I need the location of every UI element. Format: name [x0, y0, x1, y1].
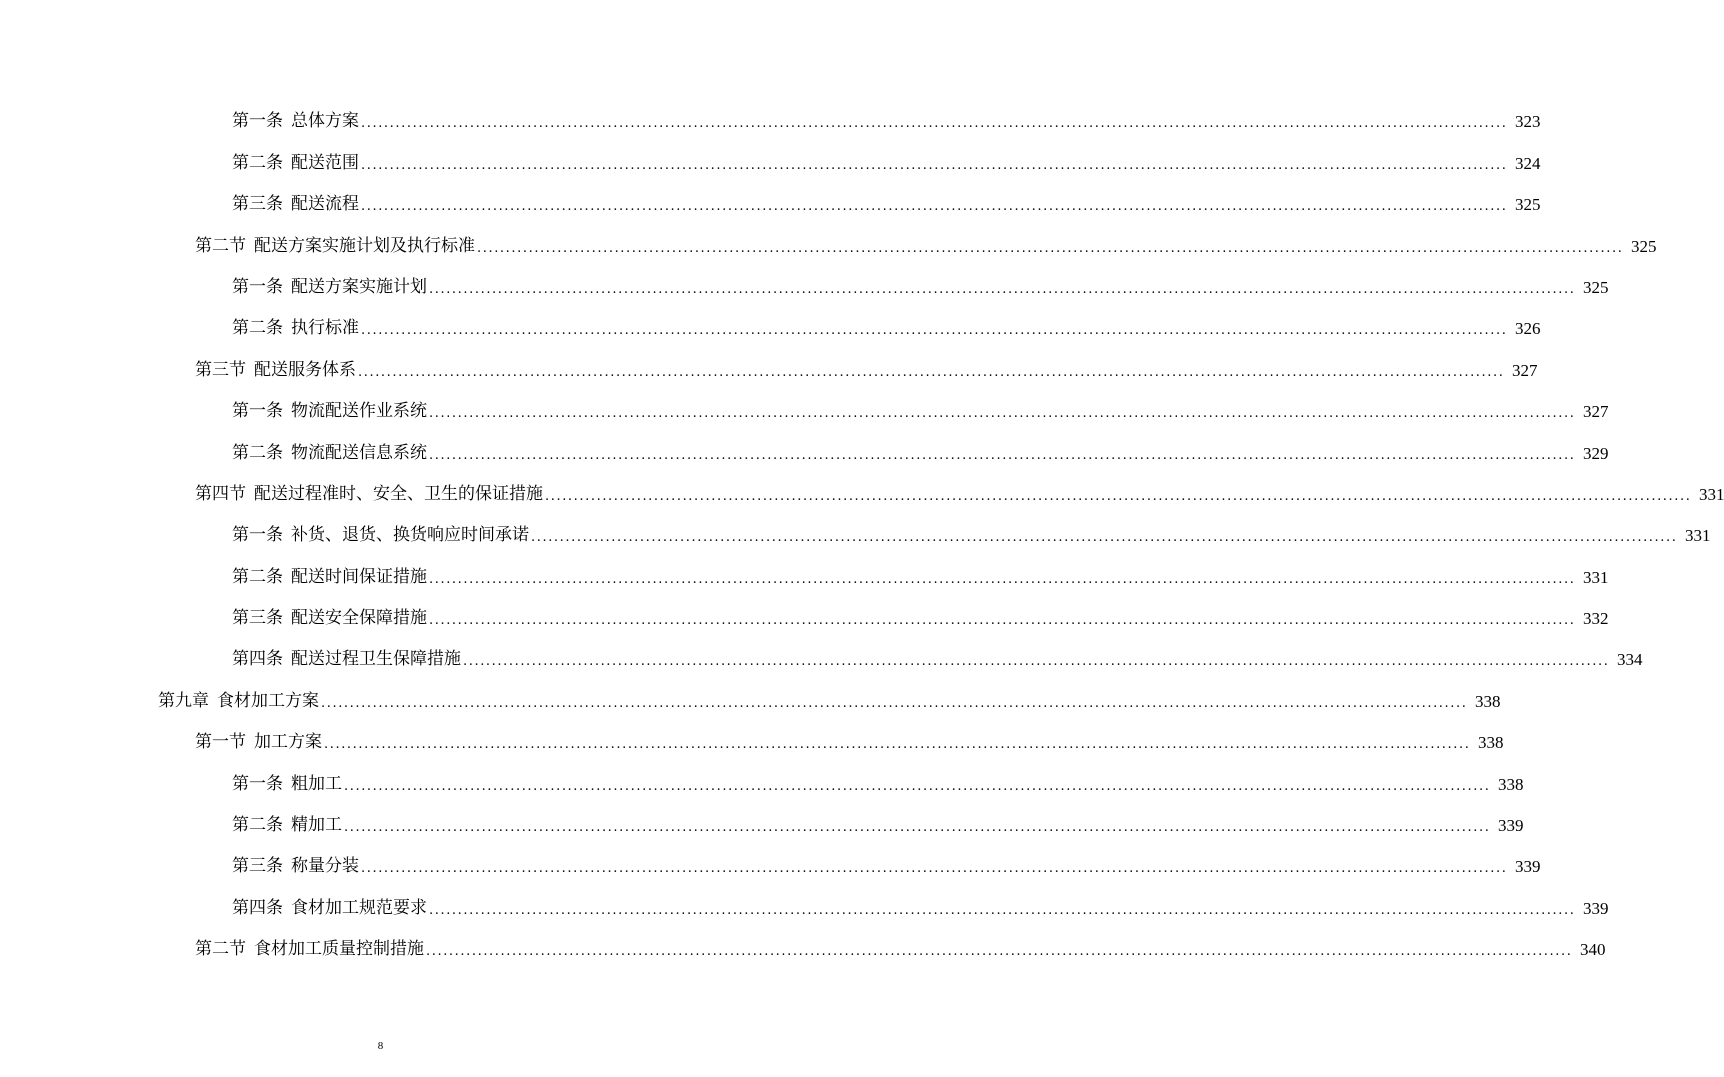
toc-entry[interactable] — [0, 426, 1609, 467]
toc-entry-title — [195, 235, 475, 256]
toc-entry-text: 配送时间保证措施 — [291, 566, 427, 587]
toc-entry-page: 338 — [1497, 774, 1524, 794]
toc-entry-label: 第九章 — [158, 690, 209, 711]
toc-dot-leader: ........................................................................................................................................................................................................ — [361, 116, 1508, 132]
toc-dot-leader: ........................................................................................................................................................................................................ — [429, 571, 1576, 587]
toc-entry-title — [232, 651, 461, 668]
toc-entry-title — [232, 858, 359, 875]
toc-entry-title — [232, 773, 342, 794]
toc-entry-page: 340 — [1579, 940, 1606, 960]
toc-dot-leader: ........................................................................................................................................................................................................ — [545, 488, 1692, 504]
toc-entry[interactable] — [0, 840, 1541, 881]
toc-entry-title — [232, 276, 427, 297]
toc-entry-text: 加工方案 — [254, 732, 322, 753]
toc-entry[interactable] — [0, 343, 1538, 384]
toc-entry-label: 第一节 — [195, 732, 246, 753]
toc-entry-page: 325 — [1630, 236, 1657, 256]
toc-dot-leader: ........................................................................................................................................................................................................ — [321, 695, 1468, 711]
toc-entry-label: 第四条 — [232, 897, 283, 918]
toc-entry-text: 精加工 — [291, 815, 342, 836]
toc-entry-page: 327 — [1582, 402, 1609, 422]
toc-entry[interactable] — [0, 881, 1609, 922]
toc-entry-page: 324 — [1514, 153, 1541, 173]
toc-entry-title — [195, 734, 322, 751]
toc-entry-title — [195, 941, 424, 958]
toc-entry[interactable] — [0, 136, 1541, 177]
toc-entry-title — [232, 113, 359, 130]
toc-entry-label: 第一条 — [232, 276, 283, 297]
toc-dot-leader: ........................................................................................................................................................................................................ — [463, 654, 1610, 670]
toc-entry-label: 第四节 — [195, 483, 246, 504]
toc-entry-text: 配送过程准时、安全、卫生的保证措施 — [254, 483, 543, 504]
toc-entry-title — [232, 566, 427, 587]
toc-entry-label: 第三条 — [232, 194, 283, 215]
toc-entry-text: 称量分装 — [291, 856, 359, 877]
toc-entry-page: 327 — [1511, 360, 1538, 380]
toc-entry-text: 补货、退货、换货响应时间承诺 — [291, 525, 529, 546]
toc-dot-leader: ........................................................................................................................................................................................................ — [426, 944, 1573, 960]
toc-entry-text: 粗加工 — [291, 773, 342, 794]
toc-entry-title — [195, 359, 356, 380]
toc-entry-label: 第一条 — [232, 111, 283, 132]
page-number: 8 — [377, 1040, 384, 1052]
toc-entry-label: 第二条 — [232, 442, 283, 463]
toc-entry-page: 326 — [1514, 319, 1541, 339]
toc-entry-title — [232, 610, 427, 627]
toc-entry[interactable] — [0, 385, 1609, 426]
toc-entry-text: 配送安全保障措施 — [291, 608, 427, 629]
toc-dot-leader: ........................................................................................................................................................................................................ — [344, 820, 1491, 836]
toc-entry[interactable] — [0, 674, 1501, 715]
toc-entry-page: 325 — [1582, 277, 1609, 297]
toc-entry-title — [232, 403, 427, 420]
toc-dot-leader: ........................................................................................................................................................................................................ — [429, 613, 1576, 629]
toc-entry[interactable] — [0, 799, 1524, 840]
toc-entry-label: 第二条 — [232, 318, 283, 339]
toc-entry-title — [195, 483, 543, 504]
toc-entry-label: 第三条 — [232, 856, 283, 877]
toc-entry-page: 332 — [1582, 609, 1609, 629]
toc-entry-text: 配送过程卫生保障措施 — [291, 649, 461, 670]
toc-entry-text: 配送范围 — [291, 152, 359, 173]
toc-entry-page: 339 — [1497, 816, 1524, 836]
toc-entry[interactable] — [0, 261, 1609, 302]
toc-entry-page: 338 — [1474, 691, 1501, 711]
toc-entry-label: 第一条 — [232, 773, 283, 794]
toc-entry-text: 食材加工规范要求 — [291, 897, 427, 918]
toc-entry[interactable] — [0, 757, 1524, 798]
toc-entry-text: 配送方案实施计划及执行标准 — [254, 235, 475, 256]
toc-entry-title — [232, 442, 427, 463]
toc-entry-text: 食材加工方案 — [217, 690, 319, 711]
toc-entry[interactable] — [0, 592, 1609, 633]
toc-entry-title — [158, 690, 319, 711]
toc-entry-label: 第三节 — [195, 359, 246, 380]
toc-entry-title — [232, 527, 529, 544]
toc-entry-text: 总体方案 — [291, 111, 359, 132]
toc-entry-page: 338 — [1477, 733, 1504, 753]
table-of-contents — [0, 95, 1724, 964]
toc-dot-leader: ........................................................................................................................................................................................................ — [477, 240, 1624, 256]
toc-entry-text: 食材加工质量控制措施 — [254, 939, 424, 960]
toc-dot-leader: ........................................................................................................................................................................................................ — [361, 861, 1508, 877]
toc-entry-title — [232, 196, 359, 213]
toc-entry-text: 执行标准 — [291, 318, 359, 339]
toc-entry-page: 334 — [1616, 650, 1643, 670]
toc-dot-leader: ........................................................................................................................................................................................................ — [358, 364, 1505, 380]
toc-entry[interactable] — [0, 550, 1609, 591]
toc-entry-label: 第二节 — [195, 939, 246, 960]
toc-entry-text: 物流配送信息系统 — [291, 442, 427, 463]
toc-entry-label: 第一条 — [232, 525, 283, 546]
toc-entry-page: 323 — [1514, 112, 1541, 132]
toc-entry[interactable] — [0, 468, 1724, 509]
toc-entry-page: 329 — [1582, 443, 1609, 463]
toc-entry-label: 第一条 — [232, 401, 283, 422]
toc-entry-page: 339 — [1514, 857, 1541, 877]
toc-entry[interactable] — [0, 219, 1657, 260]
toc-dot-leader: ........................................................................................................................................................................................................ — [344, 778, 1491, 794]
toc-entry[interactable] — [0, 509, 1711, 550]
toc-entry-text: 配送流程 — [291, 194, 359, 215]
toc-dot-leader: ........................................................................................................................................................................................................ — [531, 530, 1678, 546]
toc-entry-label: 第二条 — [232, 152, 283, 173]
toc-dot-leader: ........................................................................................................................................................................................................ — [361, 199, 1508, 215]
toc-entry-title — [232, 897, 427, 918]
toc-entry[interactable] — [0, 95, 1541, 136]
toc-entry-text: 配送方案实施计划 — [291, 276, 427, 297]
toc-entry-label: 第二条 — [232, 566, 283, 587]
toc-dot-leader: ........................................................................................................................................................................................................ — [429, 281, 1576, 297]
toc-entry-label: 第二条 — [232, 815, 283, 836]
toc-entry-page: 331 — [1684, 526, 1711, 546]
toc-entry-page: 325 — [1514, 195, 1541, 215]
toc-entry-text: 物流配送作业系统 — [291, 401, 427, 422]
toc-entry-title — [232, 320, 359, 337]
toc-entry-text: 配送服务体系 — [254, 359, 356, 380]
toc-entry[interactable] — [0, 178, 1541, 219]
toc-dot-leader: ........................................................................................................................................................................................................ — [429, 447, 1576, 463]
toc-dot-leader: ........................................................................................................................................................................................................ — [324, 737, 1471, 753]
toc-dot-leader: ........................................................................................................................................................................................................ — [361, 323, 1508, 339]
toc-entry-label: 第二节 — [195, 235, 246, 256]
toc-entry[interactable] — [0, 716, 1504, 757]
toc-entry-label: 第四条 — [232, 649, 283, 670]
toc-entry[interactable] — [0, 923, 1606, 964]
toc-entry-page: 331 — [1698, 484, 1724, 504]
toc-entry-title — [232, 152, 359, 173]
toc-entry-page: 339 — [1582, 898, 1609, 918]
toc-entry-label: 第三条 — [232, 608, 283, 629]
toc-entry-page: 331 — [1582, 567, 1609, 587]
toc-dot-leader: ........................................................................................................................................................................................................ — [361, 157, 1508, 173]
toc-dot-leader: ........................................................................................................................................................................................................ — [429, 406, 1576, 422]
toc-entry[interactable] — [0, 302, 1541, 343]
toc-entry[interactable] — [0, 633, 1643, 674]
toc-entry-title — [232, 817, 342, 834]
toc-dot-leader: ........................................................................................................................................................................................................ — [429, 902, 1576, 918]
